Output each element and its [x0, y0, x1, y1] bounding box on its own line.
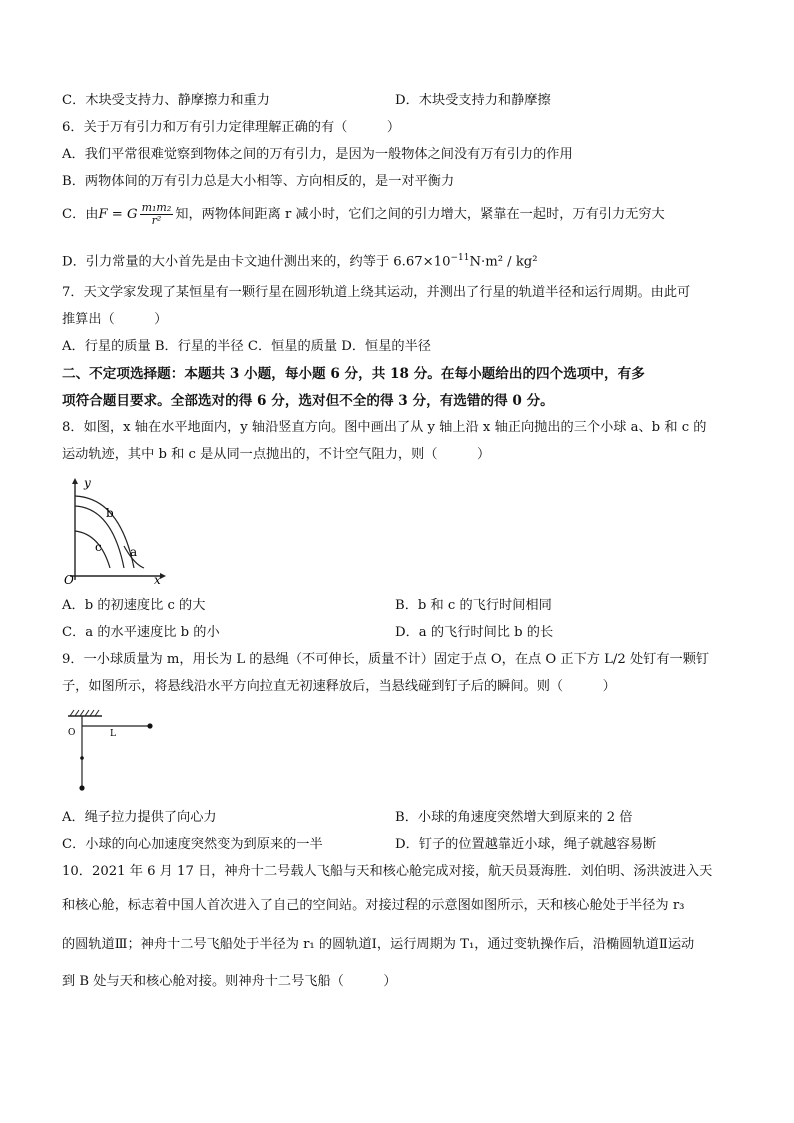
q6-option-a: A．我们平常很难觉察到物体之间的万有引力，是因为一般物体之间没有万有引力的作用: [62, 147, 573, 162]
q6-stem: 6．关于万有引力和万有引力定律理解正确的有（ ）: [62, 120, 401, 135]
q9-pendulum-figure: [62, 706, 162, 796]
q8-trajectory-figure: [62, 476, 172, 586]
q9-stem-line2: 子，如图所示，将悬线沿水平方向拉直无初速释放后，当悬线碰到钉子后的瞬间。则（ ）: [62, 679, 616, 694]
q6-formula-denominator: r²: [151, 214, 162, 227]
q6-option-c-prefix: C．由: [62, 207, 99, 222]
q6-option-b: B．两物体间的万有引力总是大小相等、方向相反的，是一对平衡力: [62, 174, 455, 189]
q6-formula-lhs: F = G: [98, 207, 138, 222]
q8-figure-c-label: c: [95, 540, 102, 554]
q8-figure-b-label: b: [106, 506, 114, 520]
q10-line4: 到 B 处与天和核心舱对接。则神舟十二号飞船（ ）: [62, 974, 397, 989]
q8-option-c: C．a 的水平速度比 b 的小: [62, 625, 220, 640]
q6-option-d-unit: N·m² / kg²: [469, 254, 538, 270]
section2-heading-line2: 项符合题目要求。全部选对的得 6 分，选对但不全的得 3 分，有选错的得 0 分。: [62, 393, 554, 409]
q5-option-c: C．木块受支持力、静摩擦力和重力: [62, 93, 270, 108]
q10-line1: 10．2021 年 6 月 17 日，神舟十二号载人飞船与天和核心舱完成对接，航天员聂海胜．刘伯明、汤洪波进入天: [62, 864, 713, 879]
q5-option-d: D．木块受支持力和静摩擦: [395, 93, 551, 108]
q8-option-b: B．b 和 c 的飞行时间相同: [395, 598, 552, 613]
q8-figure-y-label: y: [84, 476, 91, 490]
q10-line2: 和核心舱，标志着中国人首次进入了自己的空间站。对接过程的示意图如图所示，天和核心舱处于半径为 r₃: [62, 898, 685, 913]
q7-stem-line2: 推算出（ ）: [62, 312, 168, 327]
q8-figure-x-label: x: [154, 573, 161, 586]
q10-line3: 的圆轨道Ⅲ；神舟十二号飞船处于半径为 r₁ 的圆轨道Ⅰ，运行周期为 T₁，通过变轨操作后，沿椭圆轨道Ⅱ运动: [62, 937, 695, 952]
q6-formula-numerator: m₁m₂: [141, 201, 172, 214]
q9-figure-l-label: L: [110, 729, 116, 739]
q9-option-d: D．钉子的位置越靠近小球，绳子就越容易断: [395, 837, 657, 852]
q9-figure-o-label: O: [68, 728, 76, 738]
q9-stem-line1: 9．一小球质量为 m，用长为 L 的悬绳（不可伸长，质量不计）固定于点 O，在点 O 正下方 L/2 处钉有一颗钉: [62, 652, 710, 667]
q6-option-d-text: D．引力常量的大小首先是由卡文迪什测出来的，约等于 6.67×10: [62, 254, 451, 270]
q6-option-d: [62, 249, 538, 271]
q8-stem-line2: 运动轨迹，其中 b 和 c 是从同一点抛出的，不计空气阻力，则（ ）: [62, 447, 491, 462]
q7-options: A．行星的质量 B．行星的半径 C．恒星的质量 D．恒星的半径: [62, 339, 431, 354]
section2-heading-line1: 二、不定项选择题：本题共 3 小题，每小题 6 分，共 18 分。在每小题给出的四个选项中，有多: [62, 366, 645, 382]
q7-stem-line1: 7．天文学家发现了某恒星有一颗行星在圆形轨道上绕其运动，并测出了行星的轨道半径和运行周期。由此可: [62, 285, 691, 300]
q8-option-d: D．a 的飞行时间比 b 的长: [395, 625, 554, 640]
q6-formula-fraction: [140, 202, 174, 227]
q9-option-b: B．小球的角速度突然增大到原来的 2 倍: [395, 810, 633, 825]
q9-option-a: A．绳子拉力提供了向心力: [62, 810, 217, 825]
q6-option-c: [62, 202, 665, 227]
q8-figure-a-label: a: [130, 545, 138, 559]
q6-option-d-exponent: −11: [450, 253, 470, 263]
q8-stem-line1: 8．如图，x 轴在水平地面内，y 轴沿竖直方向。图中画出了从 y 轴上沿 x 轴正向抛出的三个小球 a、b 和 c 的: [62, 420, 707, 435]
q8-option-a: A．b 的初速度比 c 的大: [62, 598, 206, 613]
q8-figure-origin-label: O: [64, 573, 74, 586]
q6-option-c-text: 知，两物体间距离 r 减小时，它们之间的引力增大，紧靠在一起时，万有引力无穷大: [175, 207, 665, 222]
q9-option-c: C．小球的向心加速度突然变为到原来的一半: [62, 837, 323, 852]
